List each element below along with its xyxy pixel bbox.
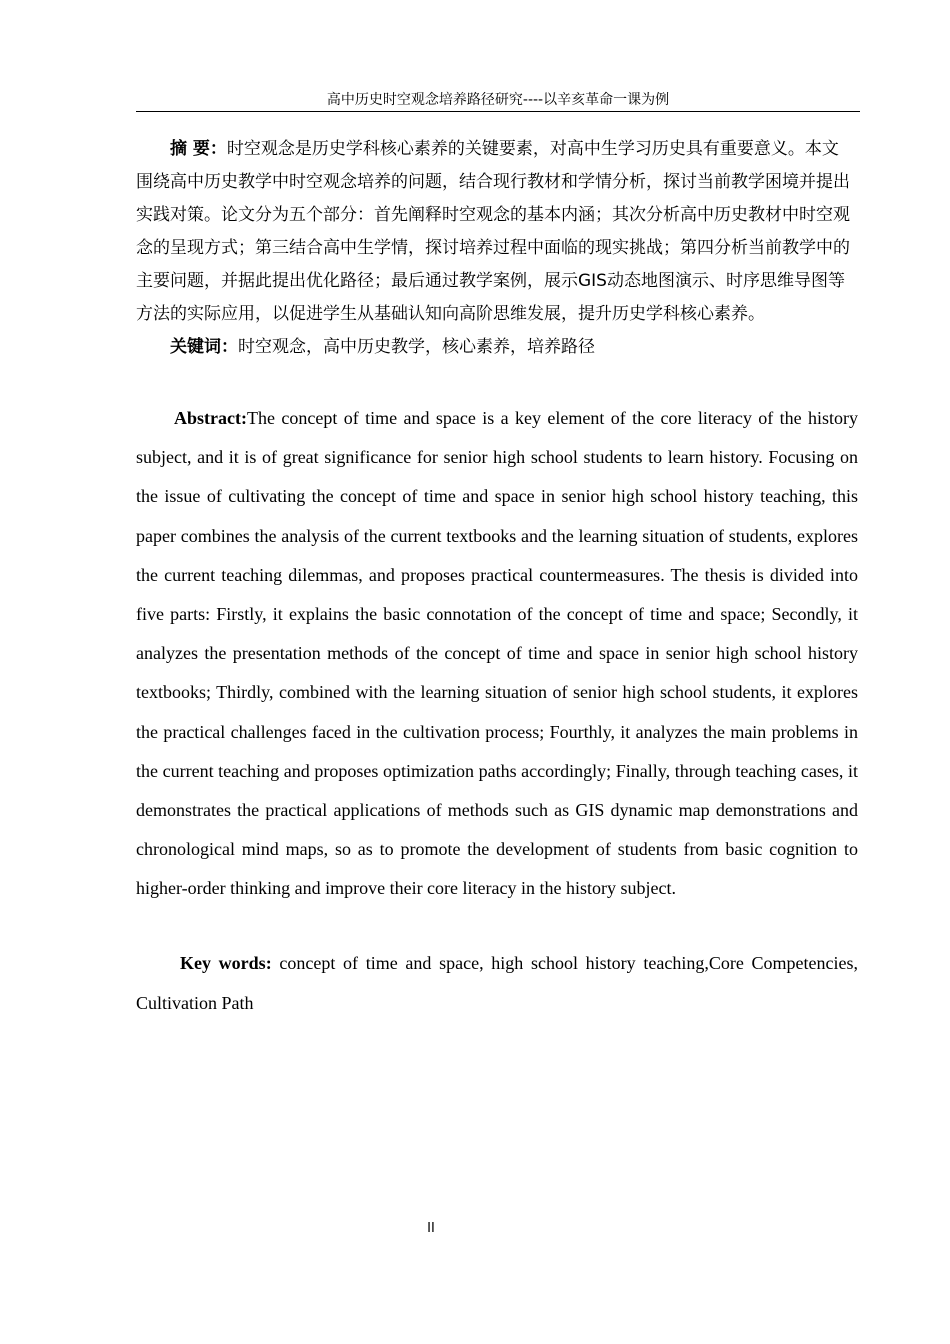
abstract-cn-paragraph — [136, 133, 850, 331]
keywords-en-label: Key words: — [180, 953, 272, 973]
abstract-en-text: The concept of time and space is a key element of the core literacy of the history subject, and it is of great significance for senior high school students to learn history. Focusing on the issue of cultivating the concept of time and space in senior high school history teaching, this paper combines the analysis of the current textbooks and the learning situation of students, explores the current teaching dilemmas, and proposes practical countermeasures. The thesis is divided into five parts: Firstly, it explains the basic connotation of the concept of time and space; Secondly, it analyzes the presentation methods of the concept of time and space in senior high school history textbooks; Thirdly, combined with the learning situation of senior high school students, it explores the practical challenges faced in the cultivation process; Fourthly, it analyzes the main problems in the current teaching and proposes optimization paths accordingly; Finally, through teaching cases, it demonstrates the practical applications of methods such as GIS dynamic map demonstrations and chronological mind maps, so as to promote the development of students from basic cognition to higher-order thinking and improve their core literacy in the history subject. — [136, 408, 858, 899]
header-rule — [136, 111, 860, 112]
keywords-cn-label: 关键词： — [170, 337, 238, 357]
keywords-en-paragraph — [136, 944, 858, 1023]
running-header: 高中历史时空观念培养路径研究----以辛亥革命一课为例 — [326, 92, 670, 108]
keywords-cn-text: 时空观念，高中历史教学，核心素养，培养路径 — [238, 337, 595, 357]
english-abstract-section — [136, 399, 858, 909]
chinese-section — [136, 133, 850, 364]
page-number: II — [427, 1221, 435, 1236]
abstract-en-label: Abstract: — [174, 408, 247, 428]
abstract-en-paragraph — [136, 399, 858, 909]
abstract-cn-label: 摘 要： — [170, 139, 227, 159]
keywords-en-text: concept of time and space, high school history teaching,Core Competencies, Cultivation Path — [136, 953, 858, 1013]
abstract-cn-text: 时空观念是历史学科核心素养的关键要素，对高中生学习历史具有重要意义。本文围绕高中历史教学中时空观念培养的问题，结合现行教材和学情分析，探讨当前教学困境并提出实践对策。论文分为五个部分：首先阐释时空观念的基本内涵；其次分析高中历史教材中时空观念的呈现方式；第三结合高中生学情，探讨培养过程中面临的现实挑战；第四分析当前教学中的主要问题，并据此提出优化路径；最后通过教学案例，展示GIS动态地图演示、时序思维导图等方法的实际应用，以促进学生从基础认知向高阶思维发展，提升历史学科核心素养。 — [136, 139, 850, 324]
keywords-cn-paragraph — [136, 331, 850, 364]
